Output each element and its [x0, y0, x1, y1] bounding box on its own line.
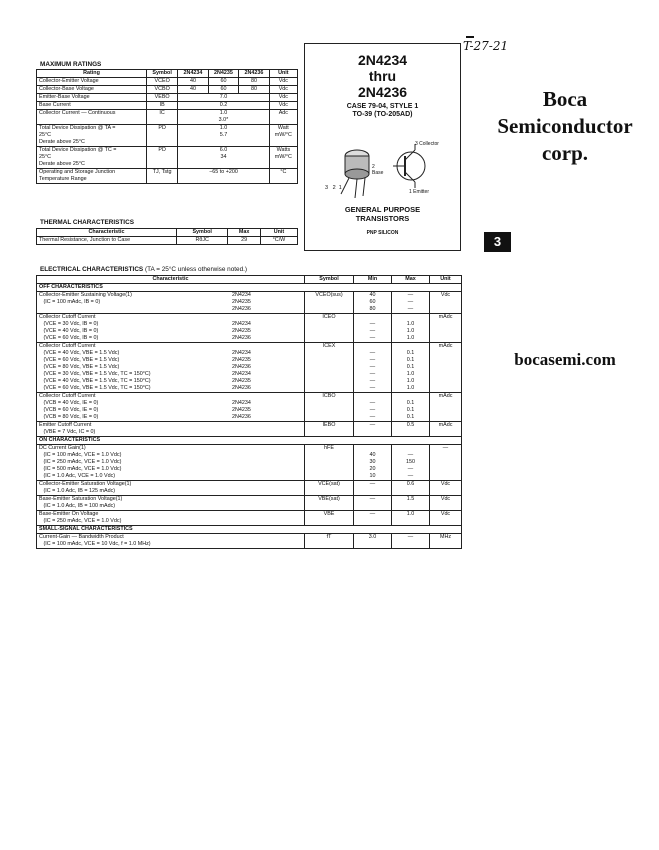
- el-col-symbol: Symbol: [305, 276, 354, 284]
- el-col-max: Max: [392, 276, 430, 284]
- max-rating-row: Collector-Emitter Voltage VCEO 40 60 80 Vdc: [37, 78, 298, 86]
- thermal-unit: °C/W: [260, 237, 297, 245]
- section-header: OFF CHARACTERISTICS: [37, 284, 462, 292]
- max-ratings-table: [36, 69, 298, 184]
- max-rating-row: Base Current IB 0.2 Vdc: [37, 102, 298, 110]
- electrical-title: ELECTRICAL CHARACTERISTICS: [40, 266, 144, 273]
- max-rating-row: Collector Current — Continuous IC 1.0 3.0* Adc: [37, 110, 298, 125]
- electrical-title-line: [40, 266, 247, 273]
- th-symbol: Symbol: [177, 229, 228, 237]
- boca-line1: Boca: [542, 87, 588, 111]
- electrical-row: Collector-Emitter Sustaining Voltage(1) 2N4234 (IC = 100 mAdc, IB = 0) 2N4235 2N4236 VCEO(sus) 40 60 80 — — — Vdc: [37, 292, 462, 314]
- electrical-row: Base-Emitter On Voltage (IC = 250 mAdc, VCE = 1.0 Vdc) VBE — 1.0 Vdc: [37, 511, 462, 526]
- th-unit: Unit: [260, 229, 297, 237]
- thermal-char: Thermal Resistance, Junction to Case: [37, 237, 177, 245]
- boca-line3: corp.: [541, 141, 589, 165]
- pin-numbers: 3 2 1: [325, 185, 342, 191]
- part-thru: thru: [368, 68, 397, 84]
- section-header: SMALL-SIGNAL CHARACTERISTICS: [37, 526, 462, 534]
- desc-line2: TRANSISTORS: [355, 214, 410, 223]
- package-label: TO-39 (TO-205AD): [352, 111, 413, 118]
- electrical-table: [36, 275, 462, 549]
- max-rating-row: Total Device Dissipation @ TA = 25°C Derate above 25°C PD 1.0 5.7 Watt mW/°C: [37, 125, 298, 147]
- electrical-row: Collector Cutoff Current (VCE = 30 Vdc, IB = 0) 2N4234 (VCE = 40 Vdc, IB = 0) 2N4235 (VCE = 60 Vdc, IB = 0) 2N4236 ICEO — — — 1.0 1.0 1.0 mAdc: [37, 314, 462, 343]
- electrical-row: Collector Cutoff Current (VCE = 40 Vdc, VBE = 1.5 Vdc) 2N4234 (VCE = 60 Vdc, VBE = 1.5 Vdc) 2N4235 (VCE = 80 Vdc, VBE = 1.5 Vdc) 2N4236 (VCE = 30 Vdc, VBE = 1.5 Vdc, TC = 150°C) 2N4234 (VCE = 40 Vdc, VBE = 1.5 Vdc, TC = 150°C) 2N4235 (VCE = 60 Vdc, VBE = 1.5 Vdc, TC = 150°C) 2N4236 ICEX — — — — — — 0.1 0.1 0.1 1.0 1.0 1.0 mAdc: [37, 343, 462, 393]
- el-col-char: Characteristic: [37, 276, 305, 284]
- col-rating: Rating: [37, 70, 147, 78]
- polarity-label: PNP SILICON: [366, 230, 399, 236]
- electrical-row: Emitter Cutoff Current (VBE = 7 Vdc, IC = 0) IEBO — 0.5 mAdc: [37, 422, 462, 437]
- max-rating-row: Total Device Dissipation @ TC = 25°C Derate above 25°C PD 6.0 34 Watts mW/°C: [37, 147, 298, 169]
- case-label: CASE 79-04, STYLE 1: [346, 103, 419, 110]
- electrical-row: Current-Gain — Bandwidth Product (IC = 100 mAdc, VCE = 10 Vdc, f = 1.0 MHz) fT 3.0 — MHz: [37, 534, 462, 549]
- boca-logo-text: [480, 86, 650, 167]
- desc-line1: GENERAL PURPOSE: [344, 205, 421, 214]
- boca-line2: Semiconductor: [497, 114, 633, 138]
- part-from: 2N4234: [357, 52, 408, 68]
- section-header: ON CHARACTERISTICS: [37, 437, 462, 445]
- col-2n4236: 2N4236: [239, 70, 269, 78]
- col-unit: Unit: [269, 70, 297, 78]
- max-rating-row: Emitter-Base Voltage VEBO 7.0 Vdc: [37, 94, 298, 102]
- pin-base-label: 2 Base: [372, 164, 384, 176]
- el-col-unit: Unit: [430, 276, 462, 284]
- thermal-table: [36, 228, 298, 245]
- website: bocasemi.com: [514, 350, 616, 369]
- max-ratings-title: MAXIMUM RATINGS: [40, 61, 102, 68]
- pin-collector-label: 3 Collector: [415, 141, 439, 147]
- pin-emitter-label: 1 Emitter: [409, 189, 430, 195]
- thermal-symbol: RθJC: [177, 237, 228, 245]
- col-2n4234: 2N4234: [178, 70, 208, 78]
- corner-mark: T-27-21: [463, 39, 509, 53]
- electrical-row: DC Current Gain(1) (IC = 100 mAdc, VCE = 1.0 Vdc) (IC = 250 mAdc, VCE = 1.0 Vdc) (IC = 500 mAdc, VCE = 1.0 Vdc) (IC = 1.0 Adc, VCE = 1.0 Vdc) hFE 40 30 20 10 — 150 — — —: [37, 445, 462, 481]
- part-box: [304, 43, 461, 251]
- thermal-title: THERMAL CHARACTERISTICS: [40, 219, 134, 226]
- el-col-min: Min: [354, 276, 392, 284]
- electrical-subtitle: (TA = 25°C unless otherwise noted.): [144, 266, 248, 273]
- part-to: 2N4236: [357, 84, 408, 100]
- max-rating-row: Collector-Base Voltage VCBO 40 60 80 Vdc: [37, 86, 298, 94]
- corner-dash: [466, 36, 474, 38]
- col-symbol: Symbol: [147, 70, 178, 78]
- page-number-badge: 3: [484, 232, 511, 252]
- electrical-row: Collector-Emitter Saturation Voltage(1) (IC = 1.0 Adc, IB = 125 mAdc) VCE(sat) — 0.6 Vdc: [37, 481, 462, 496]
- max-rating-row: Operating and Storage Junction Temperature Range TJ, Tstg −65 to +200 °C: [37, 169, 298, 184]
- th-max: Max: [228, 229, 261, 237]
- electrical-row: Collector Cutoff Current (VCB = 40 Vdc, IE = 0) 2N4234 (VCB = 60 Vdc, IE = 0) 2N4235 (VCB = 80 Vdc, IE = 0) 2N4236 ICBO — — — 0.1 0.1 0.1 mAdc: [37, 393, 462, 422]
- thermal-max: 29: [228, 237, 261, 245]
- col-2n4235: 2N4235: [208, 70, 238, 78]
- th-char: Characteristic: [37, 229, 177, 237]
- electrical-row: Base-Emitter Saturation Voltage(1) (IC = 1.0 Adc, IB = 100 mAdc) VBE(sat) — 1.5 Vdc: [37, 496, 462, 511]
